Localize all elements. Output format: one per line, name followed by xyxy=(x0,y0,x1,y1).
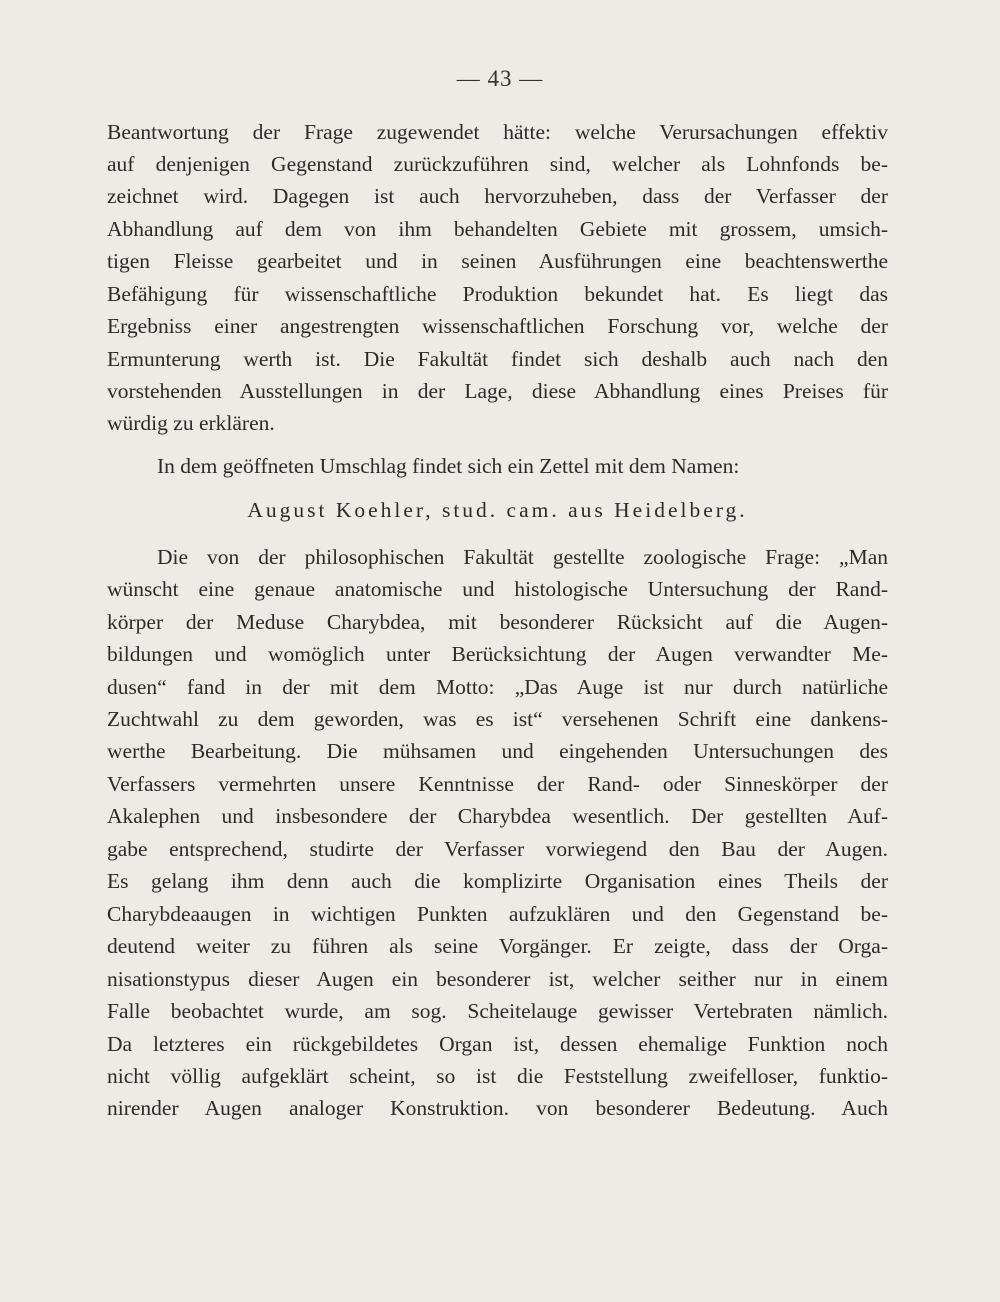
text-line: nicht völlig aufgeklärt scheint, so ist die Feststellung zweifelloser, funktio- xyxy=(107,1064,888,1088)
text-line: Ergebniss einer angestrengten wissenschaftlichen Forschung vor, welche der xyxy=(107,314,888,338)
text-line: auf denjenigen Gegenstand zurückzuführen sind, welcher als Lohnfonds be- xyxy=(107,152,888,176)
text-line: gabe entsprechend, studirte der Verfasser vorwiegend den Bau der Augen. xyxy=(107,837,888,861)
page-number: — 43 — xyxy=(456,66,544,91)
text-line: Befähigung für wissenschaftliche Produktion bekundet hat. Es liegt das xyxy=(107,282,888,306)
text-line: Verfassers vermehrten unsere Kenntnisse der Rand- oder Sinneskörper der xyxy=(107,772,888,796)
paragraph-line: In dem geöffneten Umschlag findet sich ein Zettel mit dem Namen: xyxy=(157,454,740,478)
text-line: Falle beobachtet wurde, am sog. Scheitelauge gewisser Vertebraten nämlich. xyxy=(107,999,888,1023)
text-line: tigen Fleisse gearbeitet und in seinen Ausführungen eine beachtenswerthe xyxy=(107,249,888,273)
text-line: werthe Bearbeitung. Die mühsamen und eingehenden Untersuchungen des xyxy=(107,739,888,763)
text-line: Beantwortung der Frage zugewendet hätte: welche Verursachungen effektiv xyxy=(107,120,888,144)
text-line: deutend weiter zu führen als seine Vorgänger. Er zeigte, dass der Orga- xyxy=(107,934,888,958)
text-line: Da letzteres ein rückgebildetes Organ ist, dessen ehemalige Funktion noch xyxy=(107,1032,888,1056)
paragraph-line: Die von der philosophischen Fakultät gestellte zoologische Frage: „Man xyxy=(157,545,888,569)
text-line: Charybdeaaugen in wichtigen Punkten aufzuklären und den Gegenstand be- xyxy=(107,902,888,926)
text-line: Akalephen und insbesondere der Charybdea wesentlich. Der gestellten Auf- xyxy=(107,804,888,828)
text-line: nirender Augen analoger Konstruktion. von besonderer Bedeutung. Auch xyxy=(107,1096,888,1120)
text-line: vorstehenden Ausstellungen in der Lage, diese Abhandlung eines Preises für xyxy=(107,379,888,403)
text-line: bildungen und womöglich unter Berücksichtung der Augen verwandter Me- xyxy=(107,642,888,666)
text-line: Abhandlung auf dem von ihm behandelten Gebiete mit grossem, umsich- xyxy=(107,217,888,241)
text-line: wünscht eine genaue anatomische und histologische Untersuchung der Rand- xyxy=(107,577,888,601)
text-line: nisationstypus dieser Augen ein besonderer ist, welcher seither nur in einem xyxy=(107,967,888,991)
text-line: Es gelang ihm denn auch die komplizirte Organisation eines Theils der xyxy=(107,869,888,893)
text-line: würdig zu erklären. xyxy=(107,411,275,435)
text-line: Ermunterung werth ist. Die Fakultät findet sich deshalb auch nach den xyxy=(107,347,888,371)
text-line: zeichnet wird. Dagegen ist auch hervorzuheben, dass der Verfasser der xyxy=(107,184,888,208)
text-line: Zuchtwahl zu dem geworden, was es ist“ versehenen Schrift eine dankens- xyxy=(107,707,888,731)
text-line: körper der Meduse Charybdea, mit besonderer Rücksicht auf die Augen- xyxy=(107,610,888,634)
text-line: dusen“ fand in der mit dem Motto: „Das Auge ist nur durch natürliche xyxy=(107,675,888,699)
author-name-line: August Koehler, stud. cam. aus Heidelberg. xyxy=(247,498,748,522)
